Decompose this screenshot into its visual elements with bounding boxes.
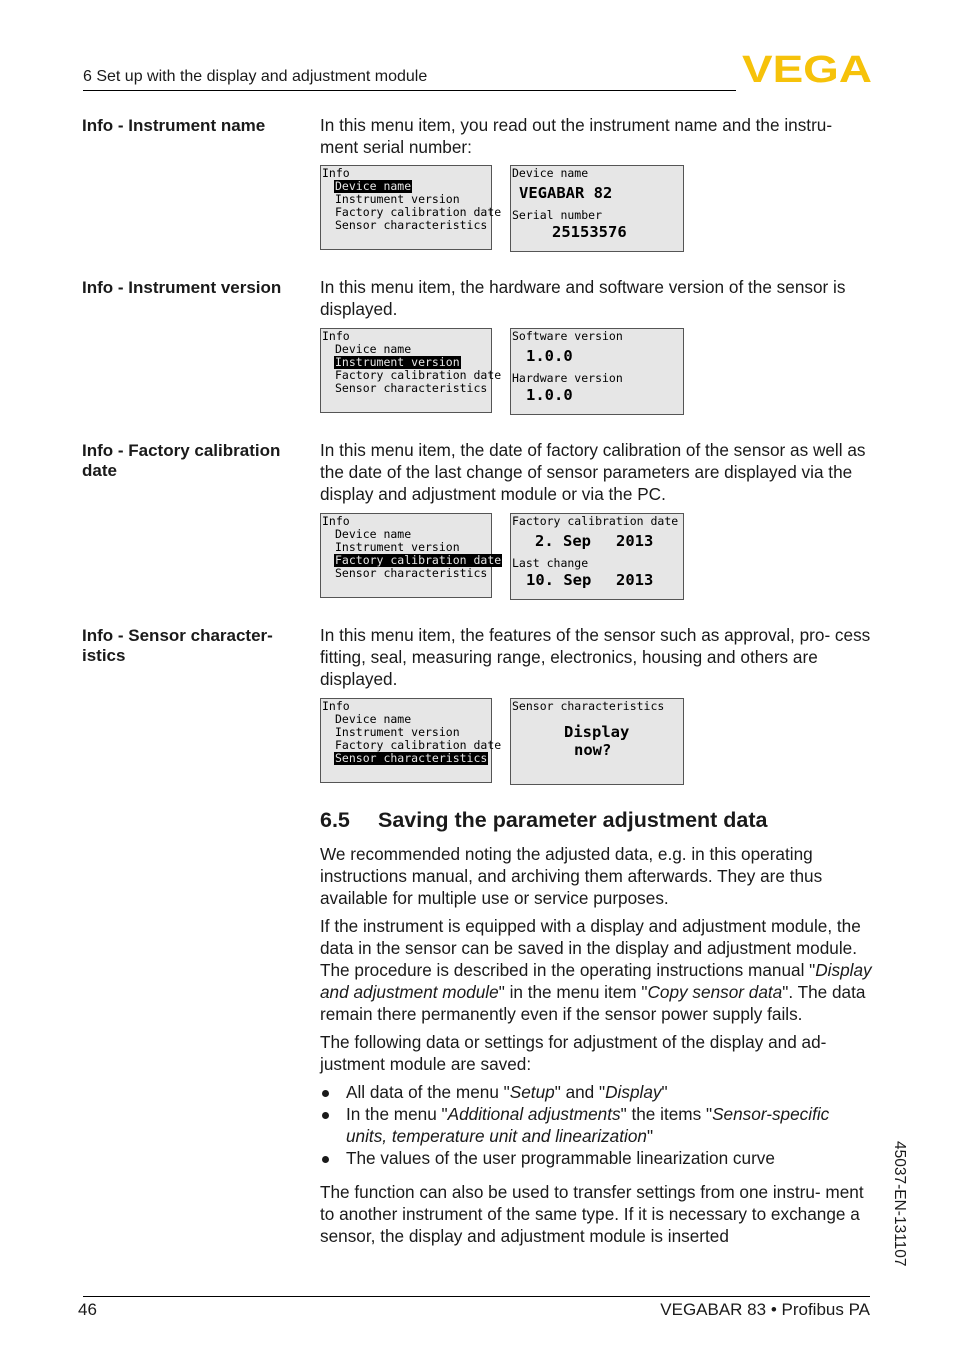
section-para-1: We recommended noting the adjusted data, e.g. in this operating instructions manual, and archiving them afterwards. They are thus available for multiple use or service purposes.	[320, 844, 823, 908]
lcd-version: Software version 1.0.0 Hardware version 1.0.0	[510, 328, 684, 415]
list-item: In the menu "Additional adjustments" the items "Sensor-specific units, temperature unit and linearization"	[320, 1103, 872, 1147]
block-text-sensor-characteristics: In this menu item, the features of the sensor such as approval, pro- cess fitting, seal, measuring range, electronics, housing and others are displayed.	[320, 625, 871, 689]
section-number: 6.5	[320, 808, 350, 832]
block-text-factory-calibration: In this menu item, the date of factory calibration of the sensor as well as the date of the last change of sensor parameters are displayed via the display and adjustment module or via the PC.	[320, 440, 866, 504]
block-text-instrument-name: In this menu item, you read out the instrument name and the instru- ment serial number:	[320, 115, 833, 157]
lcd-menu-info-1: Info Device name Instrument version Factory calibration date Sensor characteristics	[320, 165, 492, 250]
saved-data-list	[320, 1081, 872, 1169]
block-label-instrument-version: Info - Instrument version	[82, 278, 282, 297]
vega-logo	[742, 52, 872, 84]
lcd-calibration-date: Factory calibration date 2. Sep 2013 Last change 10. Sep 2013	[510, 513, 684, 600]
header-rule	[83, 90, 736, 91]
page-number: 46	[78, 1300, 97, 1319]
section-body	[320, 843, 872, 1247]
svg-text:VEGA: VEGA	[742, 52, 872, 84]
list-item: The values of the user programmable linearization curve	[320, 1147, 872, 1169]
list-item: All data of the menu "Setup" and "Display"	[320, 1081, 872, 1103]
lcd-menu-info-3: Info Device name Instrument version Factory calibration date Sensor characteristics	[320, 513, 492, 598]
block-text-instrument-version: In this menu item, the hardware and software version of the sensor is displayed.	[320, 277, 846, 319]
running-header: 6 Set up with the display and adjustment module	[83, 68, 428, 85]
lcd-device-name: Device name VEGABAR 82 Serial number 25153576	[510, 165, 684, 252]
block-label-factory-calibration: Info - Factory calibration date	[82, 441, 281, 480]
section-para-4: The function can also be used to transfer settings from one instru- ment to another instrument of the same type. If it is necessary to exchange a sensor, the display and adjustment module is inserted	[320, 1182, 864, 1246]
lcd-menu-info-2: Info Device name Instrument version Factory calibration date Sensor characteristics	[320, 328, 492, 413]
section-para-3: The following data or settings for adjustment of the display and ad- justment module are saved:	[320, 1032, 827, 1074]
footer-rule	[83, 1296, 870, 1297]
block-label-instrument-name: Info - Instrument name	[82, 116, 266, 135]
section-heading	[320, 808, 768, 833]
footer-doc-title: VEGABAR 83 • Profibus PA	[660, 1300, 870, 1319]
document-code: 45037-EN-131107	[891, 1141, 908, 1267]
block-label-sensor-characteristics: Info - Sensor character- istics	[82, 626, 273, 665]
lcd-menu-info-4: Info Device name Instrument version Factory calibration date Sensor characteristics	[320, 698, 492, 783]
section-title: Saving the parameter adjustment data	[378, 808, 768, 832]
lcd-sensor-characteristics: Sensor characteristics Display now?	[510, 698, 684, 785]
section-para-2: If the instrument is equipped with a display and adjustment module, the data in the sensor can be saved in the display and adjustment module. The procedure is described in the operating instructions manual "Display and adjustment module" in the menu item "Copy sensor data". The data remain there permanently even if the sensor power supply fails.	[320, 916, 872, 1024]
